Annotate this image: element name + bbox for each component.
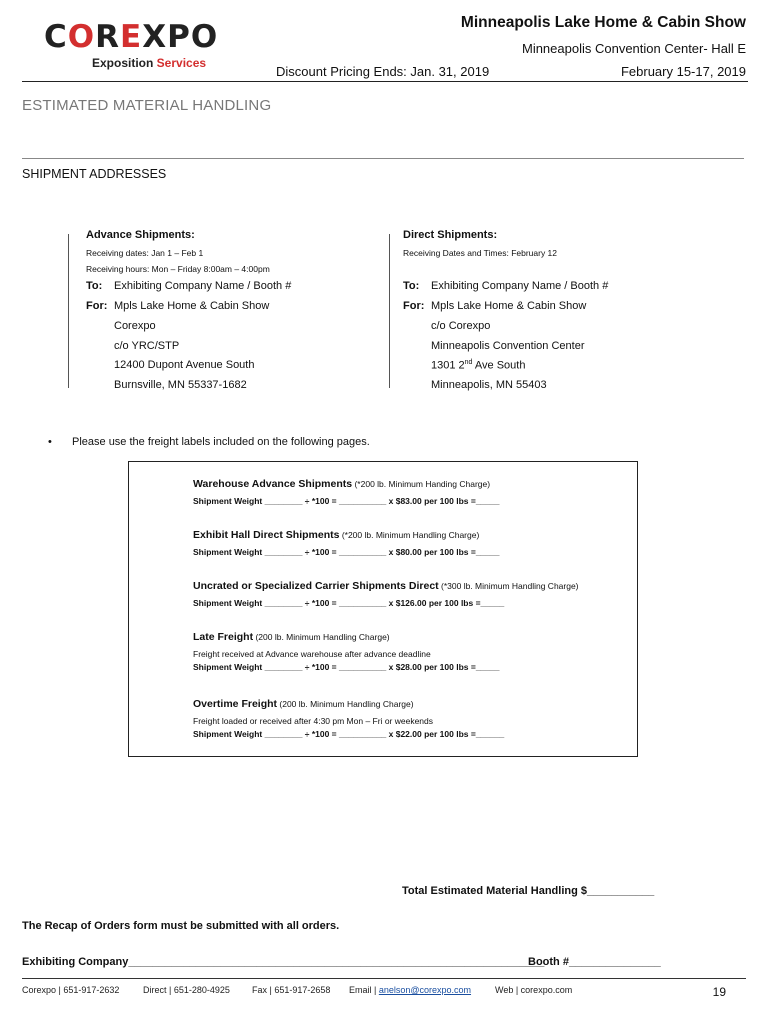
booth-number-field[interactable]: Booth #_______________	[528, 956, 661, 968]
exhibiting-company-field[interactable]: Exhibiting Company____________________________________________________________________	[22, 956, 545, 968]
direct-address-line-4: Minneapolis Convention Center	[431, 340, 585, 352]
rate-warehouse-advance	[193, 474, 499, 506]
direct-to-value: Exhibiting Company Name / Booth #	[431, 280, 609, 292]
rate-description: Freight received at Advance warehouse after advance deadline	[193, 649, 431, 659]
direct-street-name: Ave South	[472, 359, 526, 372]
freight-labels-note: Please use the freight labels included on the following pages.	[72, 436, 370, 448]
advance-to-value: Exhibiting Company Name / Booth #	[114, 280, 292, 292]
advance-receiving-hours: Receiving hours: Mon – Friday 8:00am – 4:00pm	[86, 264, 270, 274]
advance-column-bar	[68, 234, 69, 388]
corexpo-logo	[44, 18, 224, 74]
rate-exhibit-hall-direct	[193, 525, 499, 557]
logo-letter-o: O	[67, 19, 96, 55]
advance-receiving-dates: Receiving dates: Jan 1 – Feb 1	[86, 248, 204, 258]
rate-title-line	[193, 576, 579, 594]
direct-address-line-6: Minneapolis, MN 55403	[431, 379, 547, 391]
rate-note: (*200 lb. Minimum Handing Charge)	[352, 479, 491, 489]
rate-title: Overtime Freight	[193, 698, 278, 710]
advance-address-line-4: c/o YRC/STP	[114, 340, 180, 352]
direct-to-line	[403, 280, 608, 292]
footer-divider	[22, 978, 746, 979]
advance-address-line-5: 12400 Dupont Avenue South	[114, 359, 255, 371]
advance-address-line-6: Burnsville, MN 55337-1682	[114, 379, 247, 391]
logo-letter-r: R	[95, 19, 120, 55]
recap-notice: The Recap of Orders form must be submitted with all orders.	[22, 920, 340, 932]
rate-formula: Shipment Weight ________ ÷ *100 = __________ x $22.00 per 100 lbs =______	[193, 729, 505, 739]
direct-for-value: Mpls Lake Home & Cabin Show	[431, 300, 587, 312]
direct-address-line-3: c/o Corexpo	[431, 320, 491, 332]
footer-email-label: Email |	[349, 985, 379, 995]
page-number: 19	[712, 985, 726, 999]
logo-subtitle	[92, 56, 206, 70]
footer-web[interactable]: Web | corexpo.com	[495, 985, 573, 995]
direct-to-label: To:	[403, 280, 420, 292]
rate-title: Exhibit Hall Direct Shipments	[193, 529, 340, 541]
footer-direct-phone: Direct | 651-280-4925	[143, 985, 230, 995]
rate-note: (*300 lb. Minimum Handling Charge)	[438, 581, 579, 591]
logo-letter-x: X	[142, 19, 168, 55]
direct-column-bar	[389, 234, 390, 388]
rate-formula: Shipment Weight ________ ÷ *100 = __________ x $126.00 per 100 lbs =_____	[193, 598, 505, 608]
rate-title: Warehouse Advance Shipments	[193, 478, 353, 490]
bullet-dot: •	[48, 436, 52, 448]
total-estimated-field[interactable]: Total Estimated Material Handling $___________	[402, 885, 655, 897]
rate-formula: Shipment Weight ________ ÷ *100 = __________ x $28.00 per 100 lbs =_____	[193, 662, 500, 672]
direct-address-line-5	[431, 359, 525, 372]
rate-description: Freight loaded or received after 4:30 pm Mon – Fri or weekends	[193, 716, 434, 726]
rate-title-line	[193, 627, 499, 645]
logo-letters-po: PO	[167, 19, 219, 55]
shipment-addresses-title: SHIPMENT ADDRESSES	[22, 167, 167, 181]
advance-for-label: For:	[86, 300, 108, 312]
discount-deadline: Discount Pricing Ends: Jan. 31, 2019	[276, 64, 490, 79]
footer-corexpo-phone: Corexpo | 651-917-2632	[22, 985, 120, 995]
advance-to-label: To:	[86, 280, 103, 292]
rate-note: (200 lb. Minimum Handling Charge)	[253, 632, 390, 642]
rate-formula: Shipment Weight ________ ÷ *100 = __________ x $83.00 per 100 lbs =_____	[193, 496, 500, 506]
rate-title-line	[193, 525, 499, 543]
logo-wordmark	[44, 18, 218, 56]
rate-late-freight	[193, 627, 499, 672]
show-dates: February 15-17, 2019	[620, 64, 746, 79]
header-divider	[22, 81, 748, 82]
direct-street-number: 1301 2	[431, 359, 465, 372]
direct-for-label: For:	[403, 300, 425, 312]
logo-subtitle-services: Services	[156, 56, 207, 70]
advance-for-line	[86, 300, 269, 312]
logo-letter-c: C	[44, 19, 68, 55]
section-divider	[22, 158, 744, 159]
show-venue: Minneapolis Convention Center- Hall E	[521, 41, 746, 56]
footer-fax: Fax | 651-917-2658	[252, 985, 331, 995]
direct-street-suffix: nd	[464, 359, 473, 366]
rate-note: (200 lb. Minimum Handling Charge)	[277, 699, 414, 709]
rate-title: Late Freight	[193, 631, 254, 643]
rate-note: (*200 lb. Minimum Handling Charge)	[339, 530, 480, 540]
direct-for-line	[403, 300, 586, 312]
rate-uncrated-specialized	[193, 576, 579, 608]
direct-heading: Direct Shipments:	[403, 229, 498, 241]
show-title: Minneapolis Lake Home & Cabin Show	[460, 14, 746, 31]
rates-box	[128, 461, 638, 757]
direct-receiving: Receiving Dates and Times: February 12	[403, 248, 558, 258]
rate-title-line	[193, 694, 504, 712]
rate-title: Uncrated or Specialized Carrier Shipments Direct	[193, 580, 439, 592]
advance-to-line	[86, 280, 291, 292]
advance-for-value: Mpls Lake Home & Cabin Show	[114, 300, 270, 312]
footer-email	[349, 985, 471, 995]
advance-heading: Advance Shipments:	[86, 229, 195, 241]
logo-letter-e: E	[120, 19, 143, 55]
logo-subtitle-exposition: Exposition	[92, 56, 157, 70]
section-title: ESTIMATED MATERIAL HANDLING	[22, 97, 272, 114]
rate-title-line	[193, 474, 499, 492]
advance-address-line-3: Corexpo	[114, 320, 156, 332]
footer-email-link[interactable]: anelson@corexpo.com	[378, 985, 472, 995]
rate-formula: Shipment Weight ________ ÷ *100 = __________ x $80.00 per 100 lbs =_____	[193, 547, 500, 557]
rate-overtime-freight	[193, 694, 504, 739]
